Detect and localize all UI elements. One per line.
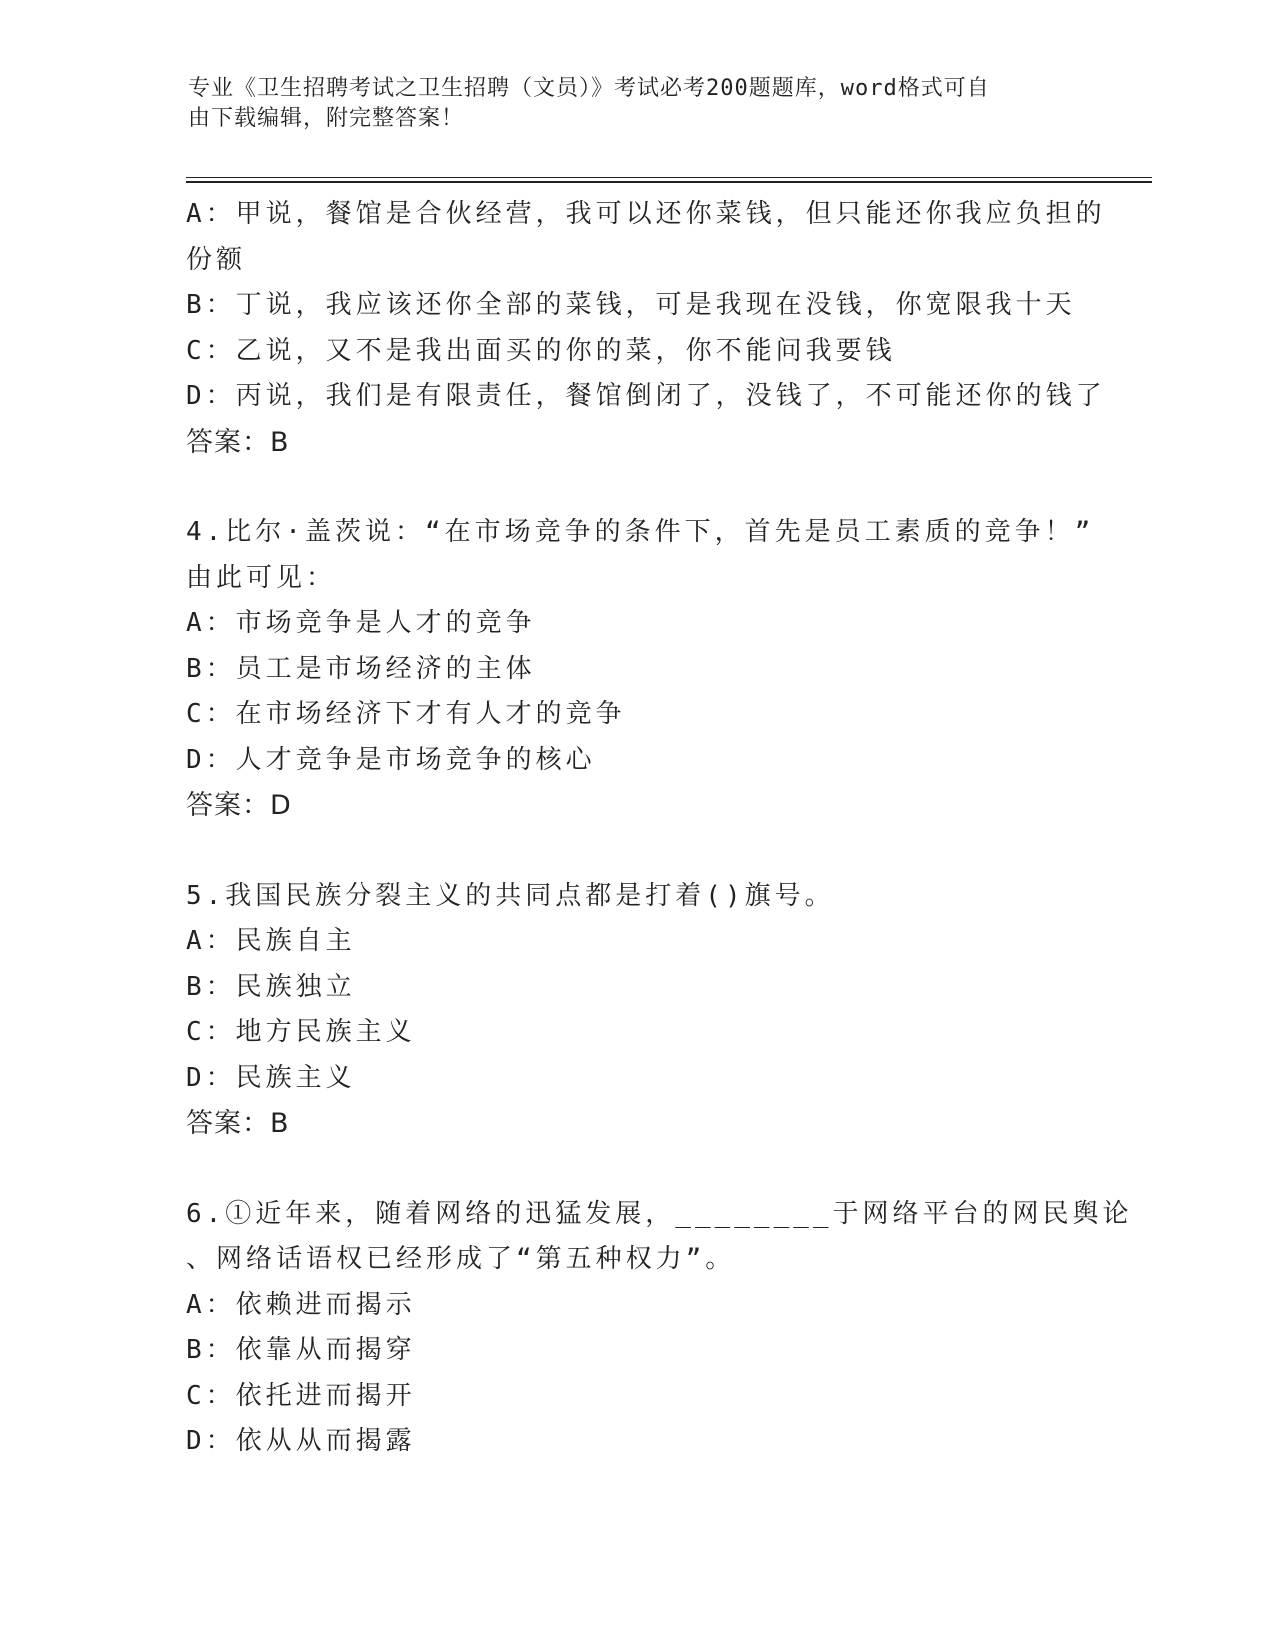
option-a: A：依赖进而揭示 xyxy=(186,1289,416,1320)
question-stem-line-2: 、网络话语权已经形成了“第五种权力”。 xyxy=(186,1244,736,1274)
document-header xyxy=(188,74,1068,134)
option-c: C：乙说，又不是我出面买的你的菜，你不能问我要钱 xyxy=(186,335,896,366)
question-stem-line-2: 由此可见： xyxy=(186,562,337,593)
answer: 答案：B xyxy=(186,1108,290,1139)
question-stem-line-1: 6.①近年来，随着网络的迅猛发展，________于网络平台的网民舆论 xyxy=(186,1198,1133,1229)
option-b: B：员工是市场经济的主体 xyxy=(186,653,536,684)
option-b: B：民族独立 xyxy=(186,971,356,1002)
header-divider-thick xyxy=(186,181,1152,183)
option-c: C：地方民族主义 xyxy=(186,1017,416,1047)
question-stem: 5.我国民族分裂主义的共同点都是打着()旗号。 xyxy=(186,880,835,911)
option-b: B：丁说，我应该还你全部的菜钱，可是我现在没钱，你宽限我十天 xyxy=(186,290,1076,320)
option-a: A：民族自主 xyxy=(186,926,356,956)
option-a: A：市场竞争是人才的竞争 xyxy=(186,608,536,638)
option-b: B：依靠从而揭穿 xyxy=(186,1335,416,1365)
answer: 答案：D xyxy=(186,790,292,821)
option-c: C：在市场经济下才有人才的竞争 xyxy=(186,699,626,729)
option-d: D：人才竞争是市场竞争的核心 xyxy=(186,744,596,775)
header-divider-thin xyxy=(186,177,1152,178)
option-c: C：依托进而揭开 xyxy=(186,1380,416,1411)
question-4 xyxy=(186,510,1095,829)
question-stem-line-1: 4.比尔·盖茨说：“在市场竞争的条件下，首先是员工素质的竞争！” xyxy=(186,517,1095,547)
option-d: D：丙说，我们是有限责任，餐馆倒闭了，没钱了，不可能还你的钱了 xyxy=(186,381,1106,411)
header-line-1: 专业《卫生招聘考试之卫生招聘（文员）》考试必考200题题库，word格式可自 xyxy=(188,76,990,101)
option-d: D：依从从而揭露 xyxy=(186,1426,416,1456)
question-6 xyxy=(186,1192,1133,1465)
option-d: D：民族主义 xyxy=(186,1062,356,1093)
question-3 xyxy=(186,192,1106,465)
question-5 xyxy=(186,874,1086,1147)
option-a-line-1: A：甲说，餐馆是合伙经营，我可以还你菜钱，但只能还你我应负担的 xyxy=(186,199,1106,229)
question-list xyxy=(186,192,1133,1465)
header-line-2: 由下载编辑，附完整答案！ xyxy=(188,106,465,131)
answer: 答案：B xyxy=(186,426,290,458)
option-a-line-2: 份额 xyxy=(186,244,247,275)
